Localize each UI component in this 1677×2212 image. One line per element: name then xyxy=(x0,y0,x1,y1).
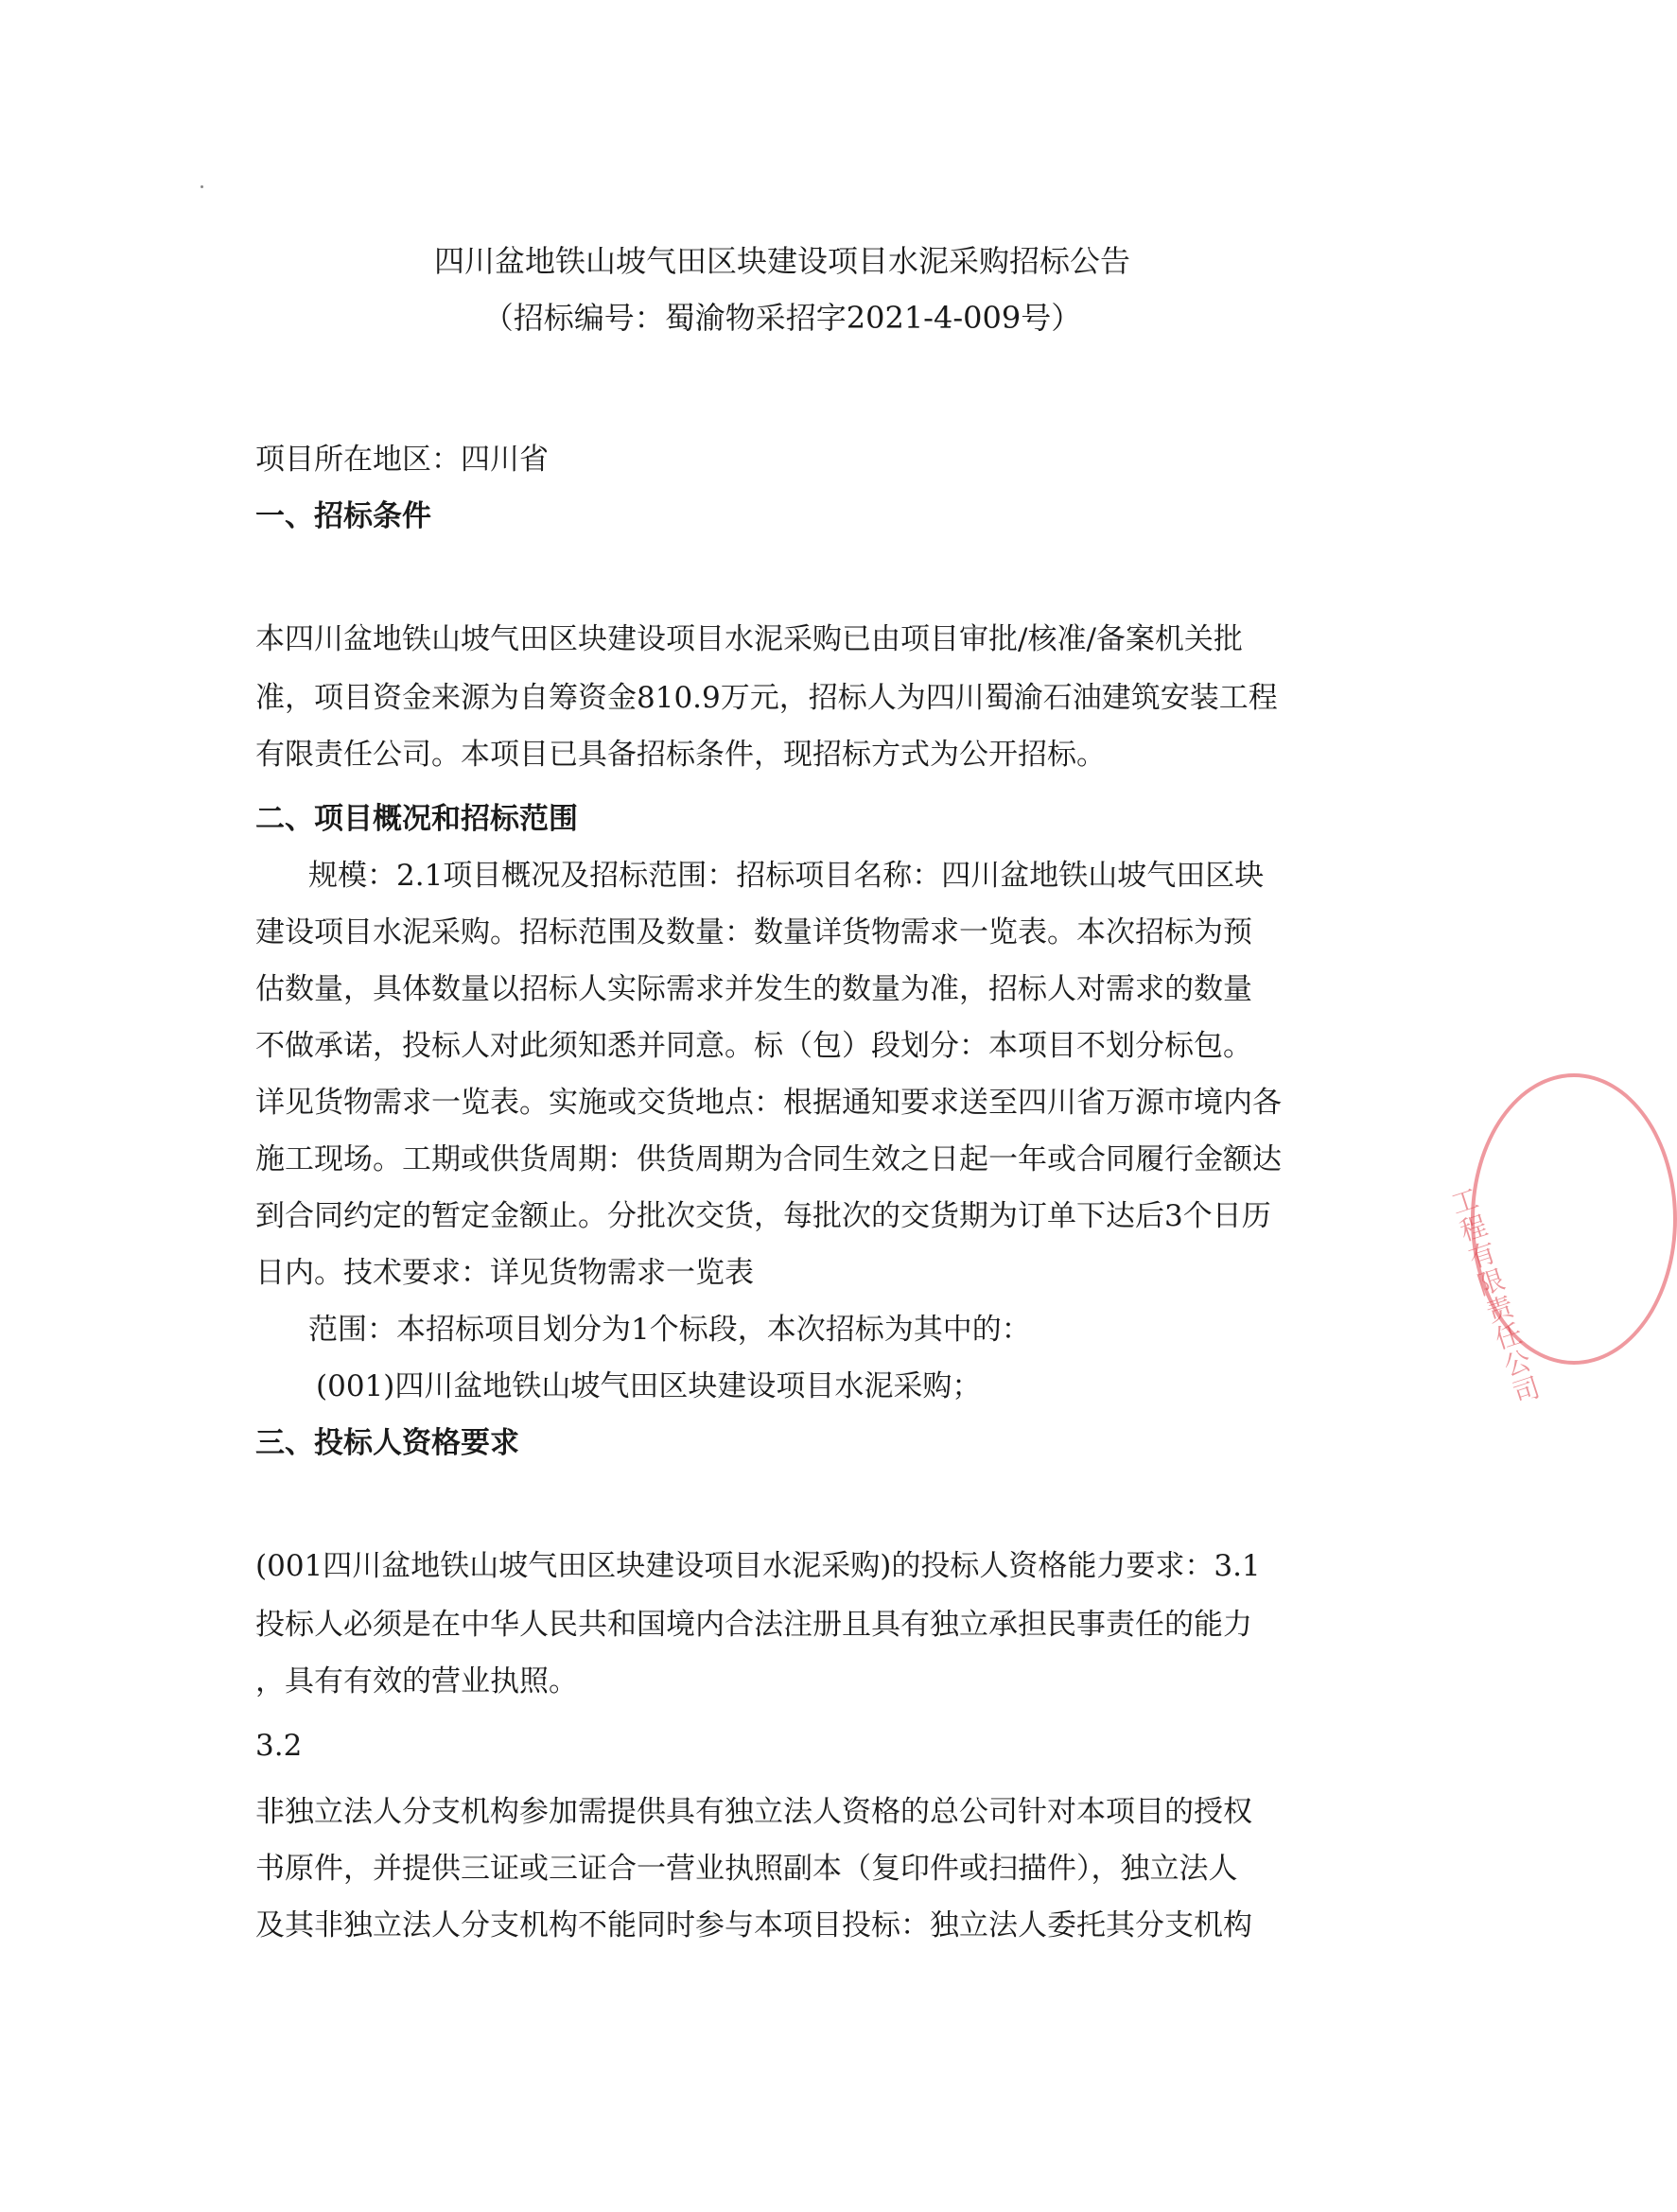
section-1-line: 本四川盆地铁山坡气田区块建设项目水泥采购已由项目审批/核准/备案机关批 xyxy=(255,622,1243,656)
section-3-line: 3.2 xyxy=(255,1729,303,1763)
section-2-line: (001)四川盆地铁山坡气田区块建设项目水泥采购； xyxy=(316,1369,982,1403)
section-2-line: 不做承诺，投标人对此须知悉并同意。标（包）段划分：本项目不划分标包。 xyxy=(255,1029,1252,1063)
stamp-text: 工程有限责任公司 xyxy=(1447,1182,1545,1410)
section-1-line: 准，项目资金来源为自筹资金810.9万元，招标人为四川蜀渝石油建筑安装工程 xyxy=(255,681,1278,715)
section-2-line: 到合同约定的暂定金额止。分批次交货，每批次的交货期为订单下达后3个日历 xyxy=(255,1199,1271,1233)
section-2-line: 日内。技术要求：详见货物需求一览表 xyxy=(255,1256,754,1290)
section-3-line: 非独立法人分支机构参加需提供具有独立法人资格的总公司针对本项目的授权 xyxy=(255,1795,1252,1829)
section-2-heading: 二、项目概况和招标范围 xyxy=(255,802,578,836)
section-2-line: 建设项目水泥采购。招标范围及数量：数量详货物需求一览表。本次招标为预 xyxy=(255,915,1252,949)
scan-speck xyxy=(201,185,203,188)
section-3-line: 投标人必须是在中华人民共和国境内合法注册且具有独立承担民事责任的能力 xyxy=(255,1608,1252,1642)
document-subtitle: （招标编号：蜀渝物采招字2021-4-009号） xyxy=(482,300,1082,336)
section-2-line: 范围：本招标项目划分为1个标段，本次招标为其中的： xyxy=(308,1313,1031,1347)
section-3-line: (001四川盆地铁山坡气田区块建设项目水泥采购)的投标人资格能力要求：3.1 xyxy=(255,1549,1261,1583)
section-2-line: 估数量，具体数量以招标人实际需求并发生的数量为准，招标人对需求的数量 xyxy=(255,972,1252,1006)
section-3-line: ，具有有效的营业执照。 xyxy=(255,1664,578,1698)
section-3-line: 及其非独立法人分支机构不能同时参与本项目投标：独立法人委托其分支机构 xyxy=(255,1908,1252,1942)
project-region: 项目所在地区：四川省 xyxy=(255,443,549,477)
section-2-line: 规模：2.1项目概况及招标范围：招标项目名称：四川盆地铁山坡气田区块 xyxy=(308,859,1265,893)
section-2-line: 详见货物需求一览表。实施或交货地点：根据通知要求送至四川省万源市境内各 xyxy=(255,1086,1282,1120)
section-3-heading: 三、投标人资格要求 xyxy=(255,1426,519,1460)
section-1-heading: 一、招标条件 xyxy=(255,499,431,533)
company-seal-stamp xyxy=(1447,1073,1677,1410)
section-3-line: 书原件，并提供三证或三证合一营业执照副本（复印件或扫描件），独立法人 xyxy=(255,1852,1238,1886)
document-title: 四川盆地铁山坡气田区块建设项目水泥采购招标公告 xyxy=(433,243,1130,279)
section-2-line: 施工现场。工期或供货周期：供货周期为合同生效之日起一年或合同履行金额达 xyxy=(255,1142,1282,1176)
section-1-line: 有限责任公司。本项目已具备招标条件，现招标方式为公开招标。 xyxy=(255,738,1106,772)
